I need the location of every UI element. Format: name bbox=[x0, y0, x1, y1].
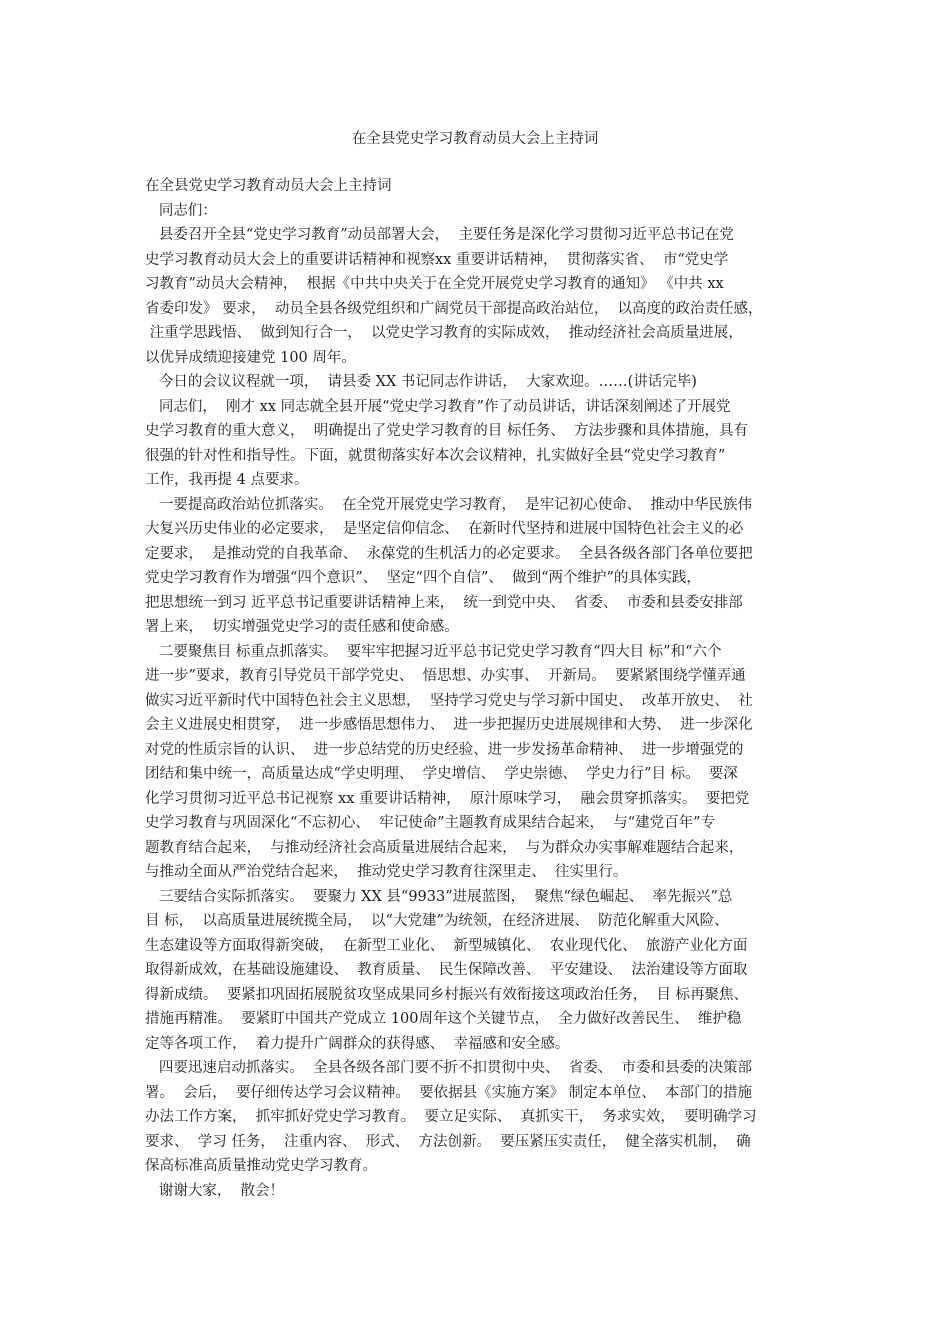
body-line: 今日的会议议程就一项， 请县委 XX 书记同志作讲话， 大家欢迎。……(讲话完毕) bbox=[145, 374, 697, 390]
body-line: 三要结合实际抓落实。 要聚力 XX 县“9933”进展蓝图， 聚焦“绿色崛起、 率先振兴”总 bbox=[145, 888, 733, 905]
body-line: 大复兴历史伟业的必定要求， 是坚定信仰信念、 在新时代坚持和进展中国特色社会主义的必 bbox=[145, 521, 744, 537]
body-line: 省委印发》 要求， 动员全县各级党组织和广阔党员干部提高政治站位， 以高度的政治责任感， bbox=[145, 300, 763, 317]
body-line: 党史学习教育作为增强“四个意识”、 坚定“四个自信”、 做到“两个维护”的具体实践， bbox=[145, 570, 701, 586]
body-line: 二要聚焦目 标重点抓落实。 要牢牢把握习近平总书记党史学习教育“四大目 标”和“六个 bbox=[145, 643, 722, 660]
body-line: 要求、 学习 任务， 注重内容、 形式、 方法创新。 要压紧压实责任， 健全落实机制， 确 bbox=[145, 1133, 751, 1150]
body-closing-line: 谢谢大家， 散会！ bbox=[145, 1182, 285, 1199]
body-line: 工作，我再提 4 点要求。 bbox=[145, 472, 309, 488]
document-body bbox=[145, 174, 813, 1203]
body-line: 与推动全面从严治党结合起来， 推动党史学习教育往深里走、 往实里行。 bbox=[145, 864, 628, 880]
body-line: 保高标准高质量推动党史学习教育。 bbox=[145, 1158, 377, 1174]
body-subtitle-line: 在全县党史学习教育动员大会上主持词 bbox=[145, 178, 392, 194]
body-line: 得新成绩。 要紧扣巩固拓展脱贫攻坚成果同乡村振兴有效衔接这项政治任务， 目 标再聚焦、 bbox=[145, 986, 749, 1003]
body-line: 对党的性质宗旨的认识、 进一步总结党的历史经验、进一步发扬革命精神、 进一步增强党的 bbox=[145, 741, 744, 758]
body-line: 史学习教育的重大意义， 明确提出了党史学习教育的目 标任务、 方法步骤和具体措施，具有 bbox=[145, 423, 749, 439]
body-line: 很强的针对性和指导性。下面，就贯彻落实好本次会议精神，扎实做好全县“党史学习教育” bbox=[145, 447, 726, 464]
body-line: 注重学思践悟、 做到知行合一， 以党史学习教育的实际成效， 推动经济社会高质量进展， bbox=[145, 325, 743, 341]
body-line: 定要求， 是推动党的自我革命、 永葆党的生机活力的必定要求。 全县各级各部门各单位要把 bbox=[145, 545, 753, 562]
body-line: 定等各项工作， 着力提升广阔群众的获得感、 幸福感和安全感。 bbox=[145, 1035, 570, 1052]
body-line: 同志们： bbox=[145, 202, 217, 219]
body-line: 一要提高政治站位抓落实。 在全党开展党史学习教育， 是牢记初心使命、 推动中华民族伟 bbox=[145, 496, 752, 513]
body-line: 取得新成效，在基础设施建设、 教育质量、 民生保障改善、 平安建设、 法治建设等方面取 bbox=[145, 962, 748, 978]
body-line: 署。 会后， 要仔细传达学习会议精神。 要依据县《实施方案》 制定本单位、 本部门的措施 bbox=[145, 1084, 752, 1101]
body-line: 史学习教育与巩固深化“不忘初心、 牢记使命”主题教育成果结合起来， 与“建党百年”专 bbox=[145, 815, 716, 831]
body-line: 目 标， 以高质量进展统揽全局， 以“大党建”为统领，在经济进展、 防范化解重大风险、 bbox=[145, 913, 729, 929]
document-title: 在全县党史学习教育动员大会上主持词 bbox=[351, 131, 599, 147]
body-line: 办法工作方案， 抓牢抓好党史学习教育。 要立足实际、 真抓实干， 务求实效， 要明确学习 bbox=[145, 1109, 757, 1125]
body-line: 四要迅速启动抓落实。 全县各级各部门要不折不扣贯彻中央、 省委、 市委和县委的决策部 bbox=[145, 1060, 752, 1076]
body-line: 县委召开全县“党史学习教育”动员部署大会， 主要任务是深化学习贯彻习近平总书记在党 bbox=[145, 227, 734, 243]
body-line: 进一步”要求，教育引导党员干部学党史、 悟思想、办实事、 开新局。 要紧紧围绕学懂弄通 bbox=[145, 668, 746, 684]
body-line: 习教育”动员大会精神， 根据《中共中央关于在全党开展党史学习教育的通知》 《中共 xx bbox=[145, 276, 724, 292]
body-line: 署上来， 切实增强党史学习的责任感和使命感。 bbox=[145, 619, 459, 635]
body-line: 把思想统一到习 近平总书记重要讲话精神上来， 统一到党中央、 省委、 市委和县委安排部 bbox=[145, 594, 743, 611]
body-line: 化学习贯彻习近平总书记视察 xx 重要讲话精神， 原汁原味学习， 融会贯穿抓落实。 要把党 bbox=[145, 790, 750, 807]
body-line: 史学习教育动员大会上的重要讲话精神和视察xx 重要讲话精神， 贯彻落实省、 市“党史学 bbox=[145, 251, 729, 268]
body-line: 同志们， 刚才 xx 同志就全县开展“党史学习教育”作了动员讲话，讲话深刻阐述了开展党 bbox=[145, 398, 731, 415]
body-line: 措施再精准。 要紧盯中国共产党成立 100周年这个关键节点， 全力做好改善民生、 维护稳 bbox=[145, 1011, 742, 1027]
body-line: 以优异成绩迎接建党 100 周年。 bbox=[145, 349, 356, 366]
body-line: 生态建设等方面取得新突破， 在新型工业化、 新型城镇化、 农业现代化、 旅游产业化方面 bbox=[145, 937, 748, 954]
body-line: 题教育结合起来， 与推动经济社会高质量进展结合起来， 与为群众办实事解难题结合起来， bbox=[145, 839, 744, 856]
body-line: 团结和集中统一，高质量达成“学史明理、 学史增信、 学史崇德、 学史力行”目 标。 要深 bbox=[145, 766, 738, 782]
body-line: 做实习近平新时代中国特色社会主义思想， 坚持学习党史与学习新中国史、 改革开放史、 社 bbox=[145, 692, 753, 709]
body-line: 会主义进展史相贯穿， 进一步感悟思想伟力、 进一步把握历史进展规律和大势、 进一步深化 bbox=[145, 717, 753, 733]
